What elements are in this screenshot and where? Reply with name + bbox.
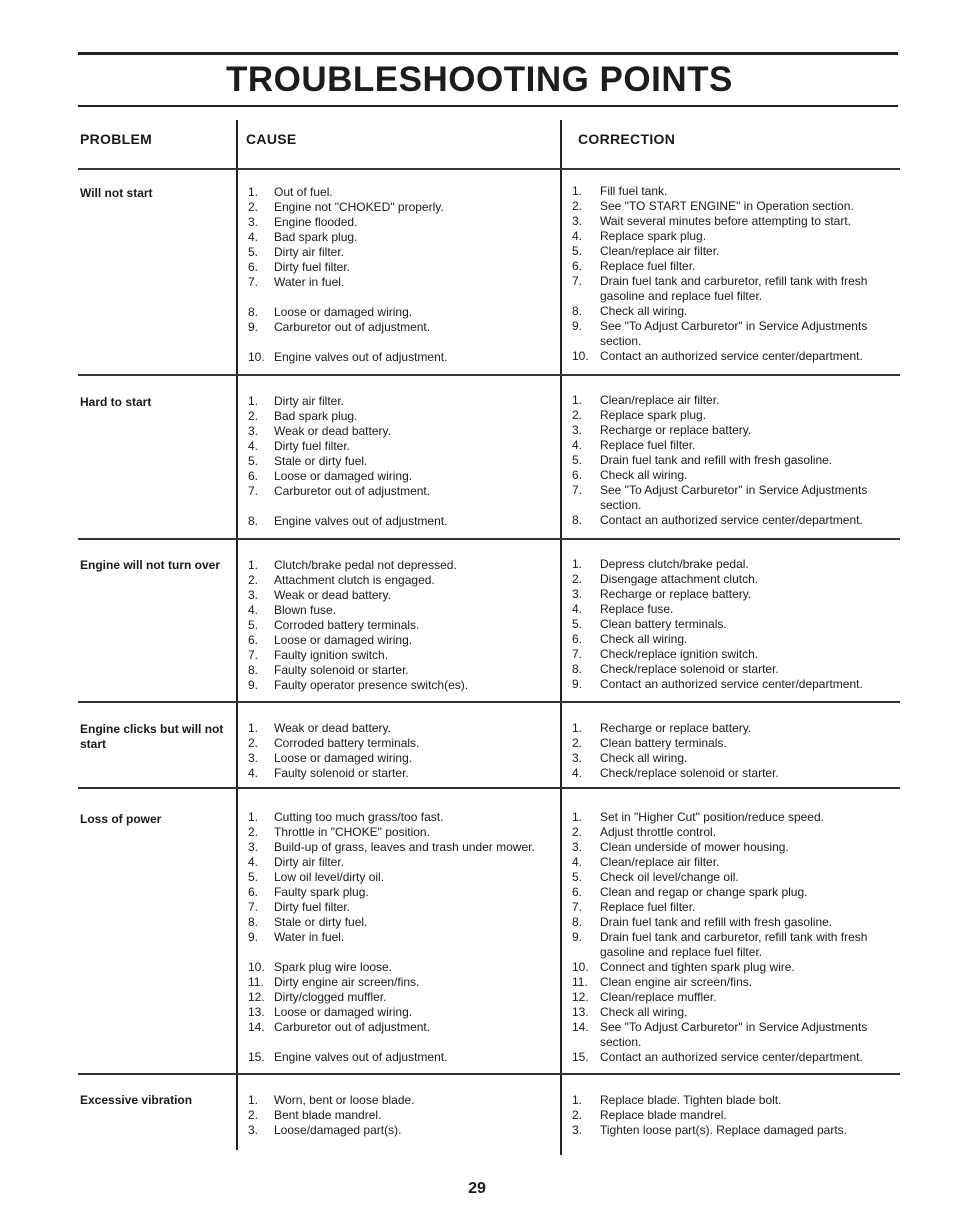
correction-text: See "To Adjust Carburetor" in Service Adjustments section. (600, 483, 868, 512)
correction-number: 9. (572, 677, 583, 691)
cause-number: 12. (248, 990, 265, 1004)
cause-number: 4. (248, 439, 259, 453)
correction-text: Fill fuel tank. (600, 184, 668, 198)
correction-number: 6. (572, 885, 583, 899)
correction-number: 6. (572, 632, 583, 646)
cause-number: 6. (248, 469, 259, 483)
correction-number: 7. (572, 274, 583, 288)
cause-number: 4. (248, 855, 259, 869)
cause-text: Engine flooded. (274, 215, 358, 229)
cause-text: Dirty/clogged muffler. (274, 990, 387, 1004)
correction-number: 1. (572, 184, 583, 198)
cause-number: 3. (248, 588, 259, 602)
correction-number: 5. (572, 870, 583, 884)
correction-text: Recharge or replace battery. (600, 721, 752, 735)
correction-text: Check all wiring. (600, 632, 688, 646)
cause-number: 10. (248, 350, 265, 364)
cause-number: 3. (248, 751, 259, 765)
cause-number: 7. (248, 275, 259, 289)
correction-text: Clean underside of mower housing. (600, 840, 789, 854)
cause-number: 8. (248, 305, 259, 319)
cause-text: Faulty ignition switch. (274, 648, 389, 662)
correction-text: Contact an authorized service center/department. (600, 677, 863, 691)
cause-number: 3. (248, 840, 259, 854)
cause-number: 14. (248, 1020, 265, 1034)
correction-text: Replace fuse. (600, 602, 674, 616)
cause-text: Loose or damaged wiring. (274, 633, 413, 647)
cause-number: 1. (248, 1093, 259, 1107)
cause-number: 2. (248, 736, 259, 750)
correction-number: 7. (572, 900, 583, 914)
cause-column-divider (236, 120, 238, 1150)
cause-text: Dirty air filter. (274, 394, 345, 408)
header-problem: PROBLEM (80, 131, 153, 147)
cause-text: Weak or dead battery. (274, 588, 391, 602)
cause-text: Water in fuel. (274, 275, 345, 289)
correction-number: 4. (572, 766, 583, 780)
cause-number: 4. (248, 766, 259, 780)
correction-text: Replace fuel filter. (600, 438, 696, 452)
cause-text: Dirty fuel filter. (274, 900, 351, 914)
cause-text: Low oil level/dirty oil. (274, 870, 385, 884)
cause-text: Throttle in "CHOKE" position. (274, 825, 430, 839)
problem-label: Hard to start (80, 395, 152, 409)
correction-number: 15. (572, 1050, 589, 1064)
correction-number: 10. (572, 960, 589, 974)
correction-number: 8. (572, 915, 583, 929)
correction-number: 1. (572, 810, 583, 824)
cause-text: Dirty air filter. (274, 855, 345, 869)
cause-text: Spark plug wire loose. (274, 960, 393, 974)
correction-number: 11. (572, 975, 588, 989)
correction-number: 9. (572, 319, 583, 333)
cause-text: Corroded battery terminals. (274, 736, 420, 750)
cause-text: Clutch/brake pedal not depressed. (274, 558, 457, 572)
cause-number: 3. (248, 215, 259, 229)
correction-number: 14. (572, 1020, 589, 1034)
correction-number: 6. (572, 468, 583, 482)
correction-text: Replace blade mandrel. (600, 1108, 727, 1122)
problem-label: Loss of power (80, 812, 162, 826)
section-rule (78, 538, 900, 540)
cause-number: 5. (248, 245, 259, 259)
cause-number: 5. (248, 454, 259, 468)
cause-number: 8. (248, 915, 259, 929)
cause-number: 4. (248, 230, 259, 244)
cause-number: 5. (248, 618, 259, 632)
correction-number: 4. (572, 229, 583, 243)
correction-number: 12. (572, 990, 589, 1004)
correction-column-divider (560, 120, 562, 1155)
correction-text: Clean/replace air filter. (600, 855, 720, 869)
cause-number: 1. (248, 558, 259, 572)
correction-number: 5. (572, 244, 583, 258)
cause-number: 15. (248, 1050, 265, 1064)
cause-number: 6. (248, 260, 259, 274)
cause-text: Worn, bent or loose blade. (274, 1093, 415, 1107)
correction-number: 2. (572, 1108, 583, 1122)
cause-text: Loose or damaged wiring. (274, 469, 413, 483)
correction-text: Replace fuel filter. (600, 259, 696, 273)
cause-text: Faulty operator presence switch(es). (274, 678, 469, 692)
cause-number: 6. (248, 885, 259, 899)
correction-number: 10. (572, 349, 589, 363)
correction-text: Clean and regap or change spark plug. (600, 885, 808, 899)
correction-number: 3. (572, 423, 583, 437)
correction-text: Drain fuel tank and carburetor, refill tank with fresh gasoline and replace fuel filter. (600, 930, 868, 959)
cause-text: Bent blade mandrel. (274, 1108, 382, 1122)
cause-number: 1. (248, 394, 259, 408)
correction-text: Replace spark plug. (600, 408, 707, 422)
correction-number: 3. (572, 840, 583, 854)
cause-number: 7. (248, 484, 259, 498)
correction-text: Contact an authorized service center/department. (600, 349, 863, 363)
correction-text: Replace blade. Tighten blade bolt. (600, 1093, 782, 1107)
cause-text: Carburetor out of adjustment. (274, 320, 431, 334)
correction-text: Disengage attachment clutch. (600, 572, 759, 586)
correction-number: 6. (572, 259, 583, 273)
cause-number: 2. (248, 573, 259, 587)
correction-number: 8. (572, 662, 583, 676)
section-rule (78, 701, 900, 703)
title-top-rule (78, 52, 898, 55)
cause-text: Engine valves out of adjustment. (274, 1050, 448, 1064)
cause-number: 8. (248, 663, 259, 677)
correction-text: Check all wiring. (600, 1005, 688, 1019)
section-rule (78, 787, 900, 789)
cause-number: 1. (248, 185, 259, 199)
cause-text: Weak or dead battery. (274, 424, 391, 438)
cause-text: Attachment clutch is engaged. (274, 573, 435, 587)
cause-text: Dirty air filter. (274, 245, 345, 259)
correction-text: See "To Adjust Carburetor" in Service Adjustments section. (600, 1020, 868, 1049)
correction-number: 8. (572, 304, 583, 318)
correction-text: Replace spark plug. (600, 229, 707, 243)
correction-text: Replace fuel filter. (600, 900, 696, 914)
correction-number: 4. (572, 438, 583, 452)
header-cause: CAUSE (246, 131, 297, 147)
correction-number: 3. (572, 751, 583, 765)
correction-text: Check all wiring. (600, 751, 688, 765)
cause-text: Water in fuel. (274, 930, 345, 944)
section-rule (78, 374, 900, 376)
correction-number: 2. (572, 736, 583, 750)
cause-number: 4. (248, 603, 259, 617)
correction-text: Drain fuel tank and carburetor, refill tank with fresh gasoline and replace fuel filter. (600, 274, 868, 303)
cause-number: 6. (248, 633, 259, 647)
correction-text: Adjust throttle control. (600, 825, 717, 839)
cause-text: Bad spark plug. (274, 230, 358, 244)
correction-text: Check/replace ignition switch. (600, 647, 759, 661)
correction-number: 1. (572, 557, 583, 571)
correction-number: 4. (572, 602, 583, 616)
correction-text: Check all wiring. (600, 304, 688, 318)
cause-text: Carburetor out of adjustment. (274, 1020, 431, 1034)
cause-text: Cutting too much grass/too fast. (274, 810, 444, 824)
correction-text: Set in "Higher Cut" position/reduce speed. (600, 810, 824, 824)
correction-number: 7. (572, 483, 583, 497)
correction-text: Clean/replace air filter. (600, 244, 720, 258)
correction-number: 9. (572, 930, 583, 944)
header-correction: CORRECTION (578, 131, 676, 147)
correction-text: Clean battery terminals. (600, 736, 727, 750)
correction-number: 8. (572, 513, 583, 527)
correction-number: 7. (572, 647, 583, 661)
cause-text: Loose or damaged wiring. (274, 1005, 413, 1019)
correction-number: 13. (572, 1005, 589, 1019)
correction-text: Connect and tighten spark plug wire. (600, 960, 795, 974)
correction-text: See "To Adjust Carburetor" in Service Adjustments section. (600, 319, 868, 348)
cause-text: Engine valves out of adjustment. (274, 514, 448, 528)
cause-text: Dirty fuel filter. (274, 439, 351, 453)
correction-text: Recharge or replace battery. (600, 423, 752, 437)
correction-number: 1. (572, 1093, 583, 1107)
cause-number: 7. (248, 900, 259, 914)
cause-number: 2. (248, 825, 259, 839)
correction-number: 2. (572, 199, 583, 213)
correction-number: 3. (572, 587, 583, 601)
cause-text: Build-up of grass, leaves and trash under mower. (274, 840, 535, 854)
correction-text: Contact an authorized service center/department. (600, 513, 863, 527)
cause-number: 2. (248, 409, 259, 423)
correction-text: Contact an authorized service center/department. (600, 1050, 863, 1064)
cause-text: Engine not "CHOKED" properly. (274, 200, 444, 214)
problem-label: Engine will not turn over (80, 558, 221, 572)
correction-text: Wait several minutes before attempting to start. (600, 214, 851, 228)
correction-text: Clean/replace muffler. (600, 990, 717, 1004)
cause-number: 3. (248, 424, 259, 438)
cause-number: 11. (248, 975, 264, 989)
cause-number: 9. (248, 320, 259, 334)
cause-text: Loose or damaged wiring. (274, 751, 413, 765)
correction-text: Tighten loose part(s). Replace damaged parts. (600, 1123, 848, 1137)
correction-number: 5. (572, 453, 583, 467)
cause-number: 9. (248, 678, 259, 692)
cause-text: Out of fuel. (274, 185, 333, 199)
correction-text: Recharge or replace battery. (600, 587, 752, 601)
cause-text: Stale or dirty fuel. (274, 454, 368, 468)
cause-text: Dirty fuel filter. (274, 260, 351, 274)
problem-label: Engine clicks but will not start (80, 722, 224, 751)
correction-text: Check oil level/change oil. (600, 870, 739, 884)
cause-text: Faulty spark plug. (274, 885, 369, 899)
correction-number: 3. (572, 214, 583, 228)
cause-number: 3. (248, 1123, 259, 1137)
cause-number: 7. (248, 648, 259, 662)
cause-number: 2. (248, 200, 259, 214)
cause-text: Corroded battery terminals. (274, 618, 420, 632)
section-rule (78, 168, 900, 170)
page-number: 29 (468, 1180, 486, 1197)
cause-number: 9. (248, 930, 259, 944)
cause-text: Faulty solenoid or starter. (274, 663, 409, 677)
cause-number: 1. (248, 721, 259, 735)
cause-number: 2. (248, 1108, 259, 1122)
cause-text: Carburetor out of adjustment. (274, 484, 431, 498)
cause-number: 10. (248, 960, 265, 974)
correction-text: Check/replace solenoid or starter. (600, 766, 779, 780)
correction-number: 5. (572, 617, 583, 631)
correction-text: See "TO START ENGINE" in Operation section. (600, 199, 854, 213)
correction-text: Clean engine air screen/fins. (600, 975, 753, 989)
correction-text: Check/replace solenoid or starter. (600, 662, 779, 676)
cause-number: 13. (248, 1005, 265, 1019)
cause-number: 8. (248, 514, 259, 528)
correction-number: 3. (572, 1123, 583, 1137)
cause-number: 1. (248, 810, 259, 824)
cause-text: Dirty engine air screen/fins. (274, 975, 420, 989)
correction-number: 1. (572, 721, 583, 735)
correction-number: 2. (572, 825, 583, 839)
cause-text: Engine valves out of adjustment. (274, 350, 448, 364)
correction-text: Clean/replace air filter. (600, 393, 720, 407)
cause-text: Faulty solenoid or starter. (274, 766, 409, 780)
problem-label: Will not start (80, 186, 153, 200)
cause-text: Weak or dead battery. (274, 721, 391, 735)
correction-text: Depress clutch/brake pedal. (600, 557, 749, 571)
correction-text: Drain fuel tank and refill with fresh gasoline. (600, 915, 833, 929)
correction-text: Clean battery terminals. (600, 617, 727, 631)
correction-number: 4. (572, 855, 583, 869)
cause-text: Loose/damaged part(s). (274, 1123, 402, 1137)
correction-number: 2. (572, 572, 583, 586)
correction-number: 2. (572, 408, 583, 422)
correction-number: 1. (572, 393, 583, 407)
section-rule (78, 1073, 900, 1075)
page-title: TROUBLESHOOTING POINTS (226, 60, 733, 99)
cause-text: Bad spark plug. (274, 409, 358, 423)
cause-number: 5. (248, 870, 259, 884)
cause-text: Blown fuse. (274, 603, 337, 617)
correction-text: Drain fuel tank and refill with fresh gasoline. (600, 453, 833, 467)
cause-text: Loose or damaged wiring. (274, 305, 413, 319)
cause-text: Stale or dirty fuel. (274, 915, 368, 929)
correction-text: Check all wiring. (600, 468, 688, 482)
title-bottom-rule (78, 105, 898, 107)
problem-label: Excessive vibration (80, 1093, 193, 1107)
